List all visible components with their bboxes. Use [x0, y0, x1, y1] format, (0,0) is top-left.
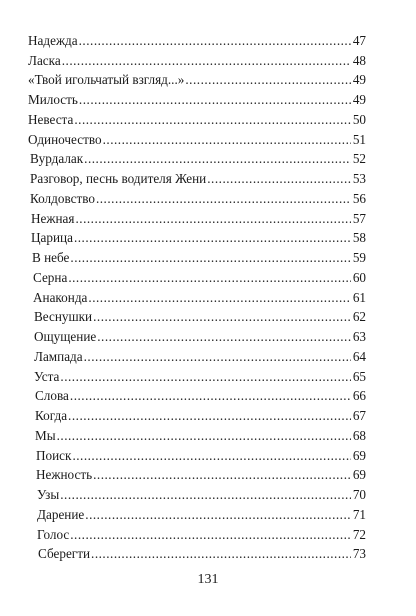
- toc-entry-title: Нежная: [31, 210, 75, 226]
- toc-entry-page: 48: [352, 52, 366, 68]
- toc-dot-leader: [88, 291, 350, 305]
- toc-dot-leader: [72, 449, 350, 463]
- toc-entry-page: 51: [352, 131, 366, 147]
- toc-entry: [28, 166, 366, 186]
- toc-entry-page: 73: [352, 546, 366, 562]
- toc-dot-leader: [57, 429, 351, 443]
- toc-entry-page: 72: [352, 526, 366, 542]
- toc-dot-leader: [60, 488, 351, 502]
- toc-entry: [28, 463, 366, 483]
- toc-entry-title: Мы: [35, 427, 56, 443]
- toc-entry-title: Царица: [31, 230, 73, 246]
- toc-entry-page: 56: [352, 190, 366, 206]
- toc-dot-leader: [91, 547, 351, 561]
- toc-entry-page: 49: [352, 72, 366, 88]
- toc-dot-leader: [60, 370, 350, 384]
- toc-entry-title: Анаконда: [33, 289, 88, 305]
- toc-dot-leader: [70, 251, 350, 265]
- toc-dot-leader: [62, 54, 351, 68]
- toc-entry-title: Ощущение: [34, 329, 97, 344]
- toc-dot-leader: [84, 152, 351, 166]
- toc-dot-leader: [79, 34, 351, 48]
- toc-entry: [28, 147, 366, 167]
- toc-entry-page: 49: [352, 92, 366, 107]
- toc-entry-page: 69: [352, 467, 366, 483]
- toc-entry-title: «Твой игольчатый взгляд...»: [28, 72, 185, 88]
- toc-entry-page: 61: [352, 289, 366, 305]
- toc-entry-page: 63: [352, 329, 366, 344]
- toc-entry: [28, 542, 366, 562]
- toc-entry: [28, 285, 366, 305]
- table-of-contents: [28, 28, 366, 561]
- toc-entry-page: 68: [352, 427, 366, 443]
- toc-entry: [28, 127, 366, 147]
- toc-entry: [28, 186, 366, 206]
- toc-entry: [28, 502, 366, 522]
- toc-entry-title: Колдовство: [30, 190, 95, 206]
- toc-entry-title: Узы: [37, 487, 60, 502]
- toc-entry-title: Невеста: [28, 111, 74, 127]
- toc-entry-page: 69: [352, 447, 366, 463]
- toc-dot-leader: [70, 528, 351, 542]
- toc-entry: [28, 48, 366, 68]
- toc-entry-title: Сберегти: [38, 546, 91, 562]
- toc-entry: [28, 522, 366, 542]
- toc-entry-page: 50: [352, 111, 366, 127]
- toc-entry-page: 57: [352, 210, 366, 226]
- toc-entry: [28, 344, 366, 364]
- toc-entry-title: Разговор, песнь водителя Жени: [30, 171, 207, 186]
- toc-entry: [28, 305, 366, 325]
- toc-dot-leader: [97, 330, 351, 344]
- toc-dot-leader: [93, 310, 351, 324]
- toc-entry-title: Лампада: [34, 348, 83, 364]
- toc-entry-page: 58: [352, 230, 366, 246]
- toc-entry-page: 64: [352, 348, 366, 364]
- toc-dot-leader: [85, 508, 351, 522]
- toc-entry-title: Одиночество: [28, 131, 102, 147]
- toc-entry-page: 65: [352, 368, 366, 384]
- toc-dot-leader: [75, 212, 350, 226]
- toc-entry: [28, 423, 366, 443]
- toc-dot-leader: [68, 271, 350, 285]
- toc-entry-title: Поиск: [36, 447, 72, 463]
- toc-entry-page: 53: [352, 171, 366, 186]
- toc-dot-leader: [79, 93, 351, 107]
- toc-entry-title: Вурдалак: [30, 151, 84, 167]
- toc-entry-page: 70: [352, 487, 366, 502]
- toc-entry-title: Надежда: [28, 32, 78, 48]
- toc-entry: [28, 206, 366, 226]
- toc-entry: [28, 28, 366, 48]
- toc-entry: [28, 245, 366, 265]
- toc-entry-page: 47: [352, 32, 366, 48]
- toc-entry-title: Уста: [34, 368, 60, 384]
- toc-entry: [28, 68, 366, 88]
- toc-entry-title: В небе: [32, 250, 70, 265]
- toc-entry: [28, 384, 366, 404]
- toc-entry-title: Дарение: [37, 506, 85, 522]
- toc-entry-title: Слова: [35, 388, 69, 404]
- toc-entry: [28, 482, 366, 502]
- toc-entry-page: 59: [352, 250, 366, 265]
- toc-entry: [28, 87, 366, 107]
- toc-dot-leader: [74, 113, 350, 127]
- toc-entry-title: Нежность: [36, 467, 93, 483]
- toc-entry: [28, 226, 366, 246]
- toc-entry-title: Веснушки: [34, 309, 93, 325]
- toc-entry-title: Голос: [37, 526, 70, 542]
- toc-entry: [28, 443, 366, 463]
- toc-dot-leader: [68, 409, 351, 423]
- toc-entry: [28, 265, 366, 285]
- toc-entry: [28, 364, 366, 384]
- toc-entry-page: 66: [352, 388, 366, 404]
- toc-entry-page: 71: [352, 506, 366, 522]
- page-number: 131: [197, 572, 219, 587]
- toc-entry-page: 67: [352, 408, 366, 423]
- toc-entry: [28, 403, 366, 423]
- toc-dot-leader: [103, 133, 351, 147]
- toc-dot-leader: [185, 73, 350, 87]
- toc-entry-page: 52: [352, 151, 366, 167]
- toc-entry: [28, 107, 366, 127]
- toc-dot-leader: [74, 231, 351, 245]
- toc-entry-title: Милость: [28, 92, 78, 107]
- toc-entry-title: Ласка: [28, 52, 61, 68]
- toc-dot-leader: [96, 192, 351, 206]
- toc-dot-leader: [207, 172, 351, 186]
- toc-dot-leader: [93, 468, 351, 482]
- toc-dot-leader: [84, 350, 351, 364]
- toc-entry-page: 60: [352, 269, 366, 285]
- toc-entry-page: 62: [352, 309, 366, 325]
- toc-dot-leader: [70, 389, 351, 403]
- toc-entry-title: Серна: [33, 269, 68, 285]
- toc-entry-title: Когда: [35, 408, 68, 423]
- toc-entry: [28, 324, 366, 344]
